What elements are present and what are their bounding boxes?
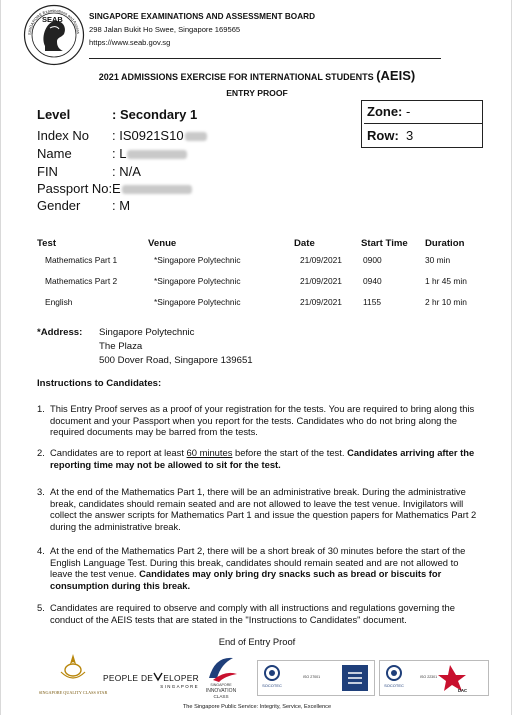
instruction-text: This Entry Proof serves as a proof of your registration for the tests. You are required to bring along this document and your Passport when you report for the tests. Candidates who do not bring along the required documents may be barred from the tests. bbox=[50, 403, 475, 437]
title-acronym: (AEIS) bbox=[376, 68, 416, 83]
instruction-number: 2. bbox=[37, 447, 45, 458]
svg-text:INNOVATION: INNOVATION bbox=[205, 688, 237, 694]
instruction-text: At the end of the Mathematics Part 2, there will be a short break of 30 minutes before the start of the English Language Test. During this break, candidates should remain seated and are not allowed to leave the test venue. Candidates may only bring dry snacks such as bread or biscuits for consumption during this break. bbox=[50, 545, 466, 591]
cell-start-time: 0900 bbox=[363, 255, 382, 265]
end-of-document: End of Entry Proof bbox=[218, 636, 296, 647]
org-url[interactable]: https://www.seab.gov.sg bbox=[89, 38, 171, 47]
socotec-iso-27001-badge bbox=[257, 660, 375, 696]
col-header-date: Date bbox=[294, 238, 315, 249]
zone-value: - bbox=[406, 104, 411, 119]
instruction-number: 3. bbox=[37, 486, 45, 497]
passport-value: E bbox=[112, 181, 121, 196]
redacted-passport bbox=[122, 185, 192, 194]
document-title bbox=[1, 68, 513, 83]
row-cell bbox=[364, 125, 482, 148]
svg-text:DAC: DAC bbox=[458, 688, 468, 693]
singapore-quality-class-star-logo bbox=[38, 650, 108, 698]
redacted-index bbox=[185, 132, 207, 141]
public-service-tagline: The Singapore Public Service: Integrity, Service, Excellence bbox=[182, 704, 332, 710]
document-subtitle: ENTRY PROOF bbox=[226, 88, 288, 98]
cell-date: 21/09/2021 bbox=[300, 276, 342, 286]
instruction-text: Candidates are required to observe and comply with all instructions and regulations governing the conduct of the AEIS tests that are stated in the "Instructions to Candidates" document. bbox=[50, 602, 455, 625]
row-value: 3 bbox=[406, 128, 414, 143]
address-label: *Address: bbox=[37, 327, 83, 338]
cell-test: English bbox=[45, 297, 73, 307]
instruction-number: 5. bbox=[37, 602, 45, 613]
col-header-test: Test bbox=[37, 238, 57, 249]
cell-test: Mathematics Part 2 bbox=[45, 276, 118, 286]
svg-text:SOCOTEC: SOCOTEC bbox=[384, 683, 404, 688]
svg-text:ISO 22301: ISO 22301 bbox=[420, 675, 438, 679]
seal-text: SEAB bbox=[42, 15, 63, 24]
index-label: Index No bbox=[37, 128, 90, 143]
svg-text:ISO 27001: ISO 27001 bbox=[303, 675, 321, 679]
cell-venue: *Singapore Polytechnic bbox=[154, 255, 241, 265]
gender-label: Gender bbox=[37, 198, 81, 213]
instruction-item bbox=[37, 403, 477, 438]
socotec-iso-22301-badge bbox=[379, 660, 489, 696]
fin-value: : N/A bbox=[112, 164, 141, 179]
cell-venue: *Singapore Polytechnic bbox=[154, 297, 241, 307]
header-divider bbox=[89, 58, 441, 59]
people-developer-logo: PEOPLE DE ELOPER SINGAPORE bbox=[103, 673, 199, 689]
cell-date: 21/09/2021 bbox=[300, 297, 342, 307]
cell-venue: *Singapore Polytechnic bbox=[154, 276, 241, 286]
reporting-time: 60 minutes bbox=[186, 447, 233, 458]
cell-test: Mathematics Part 1 bbox=[45, 255, 118, 265]
late-arrival-warning: Candidates arriving after the reporting time may not be allowed to sit for the test. bbox=[50, 447, 475, 470]
instruction-item bbox=[37, 545, 477, 591]
fin-label: FIN bbox=[37, 164, 58, 179]
instruction-item bbox=[37, 486, 477, 532]
col-header-start-time: Start Time bbox=[361, 238, 408, 249]
name-value: : L bbox=[112, 146, 127, 161]
svg-text:SINGAPORE QUALITY CLASS STAR: SINGAPORE QUALITY CLASS STAR bbox=[38, 690, 108, 695]
cell-duration: 2 hr 10 min bbox=[425, 297, 467, 307]
developer-v-icon bbox=[153, 672, 163, 681]
index-value: : IS0921S10 bbox=[112, 128, 184, 143]
singapore-innovation-class-logo bbox=[201, 652, 241, 700]
org-name: SINGAPORE EXAMINATIONS AND ASSESSMENT BOARD bbox=[89, 12, 316, 21]
snacks-note: Candidates may only bring dry snacks such as bread or biscuits for consumption during this break. bbox=[50, 568, 442, 591]
seal-ring-text: SINGAPORE Examinations and Assess bbox=[26, 7, 81, 36]
cell-start-time: 1155 bbox=[363, 297, 382, 307]
title-main: 2021 ADMISSIONS EXERCISE FOR INTERNATIONAL STUDENTS bbox=[98, 72, 374, 82]
cell-duration: 30 min bbox=[425, 255, 451, 265]
redacted-name bbox=[127, 150, 187, 159]
col-header-duration: Duration bbox=[425, 238, 465, 249]
svg-text:CLASS: CLASS bbox=[213, 694, 229, 699]
address-line-1: Singapore Polytechnic bbox=[99, 327, 195, 338]
address-line-2: The Plaza bbox=[99, 341, 143, 352]
col-header-venue: Venue bbox=[148, 238, 177, 249]
name-label: Name bbox=[37, 146, 72, 161]
passport-label: Passport No: bbox=[37, 181, 113, 196]
instruction-number: 1. bbox=[37, 403, 45, 414]
instruction-item bbox=[37, 602, 477, 625]
level-label: Level bbox=[37, 107, 71, 122]
zone-cell bbox=[364, 101, 482, 124]
seab-seal-logo bbox=[23, 4, 85, 66]
gender-value: : M bbox=[112, 198, 131, 213]
svg-text:SINGAPORE: SINGAPORE bbox=[210, 683, 232, 687]
instructions-heading: Instructions to Candidates: bbox=[37, 378, 162, 389]
instruction-text: Candidates are to report at least 60 minutes before the start of the test. Candidates arriving after the reporting time may not be allowed to sit for the test. bbox=[50, 447, 475, 470]
instruction-item bbox=[37, 447, 477, 470]
instruction-number: 4. bbox=[37, 545, 45, 556]
cell-duration: 1 hr 45 min bbox=[425, 276, 467, 286]
zone-label: Zone: bbox=[367, 104, 403, 119]
level-value: : Secondary 1 bbox=[112, 107, 198, 122]
address-line-3: 500 Dover Road, Singapore 139651 bbox=[99, 355, 253, 366]
svg-text:SOCOTEC: SOCOTEC bbox=[262, 683, 282, 688]
org-address: 298 Jalan Bukit Ho Swee, Singapore 169565 bbox=[89, 25, 241, 34]
instruction-text: At the end of the Mathematics Part 1, there will be an administrative break. During the administrative break, candidates should remain seated and are not allowed to leave the test venue. Invigilators will collect the answer scripts for Mathematics Part 1 and issue the question papers for Mathematics Part 2 during the administrative break. bbox=[50, 486, 477, 532]
cell-start-time: 0940 bbox=[363, 276, 382, 286]
zone-row-box bbox=[361, 100, 483, 148]
cell-date: 21/09/2021 bbox=[300, 255, 342, 265]
row-label: Row: bbox=[367, 128, 399, 143]
